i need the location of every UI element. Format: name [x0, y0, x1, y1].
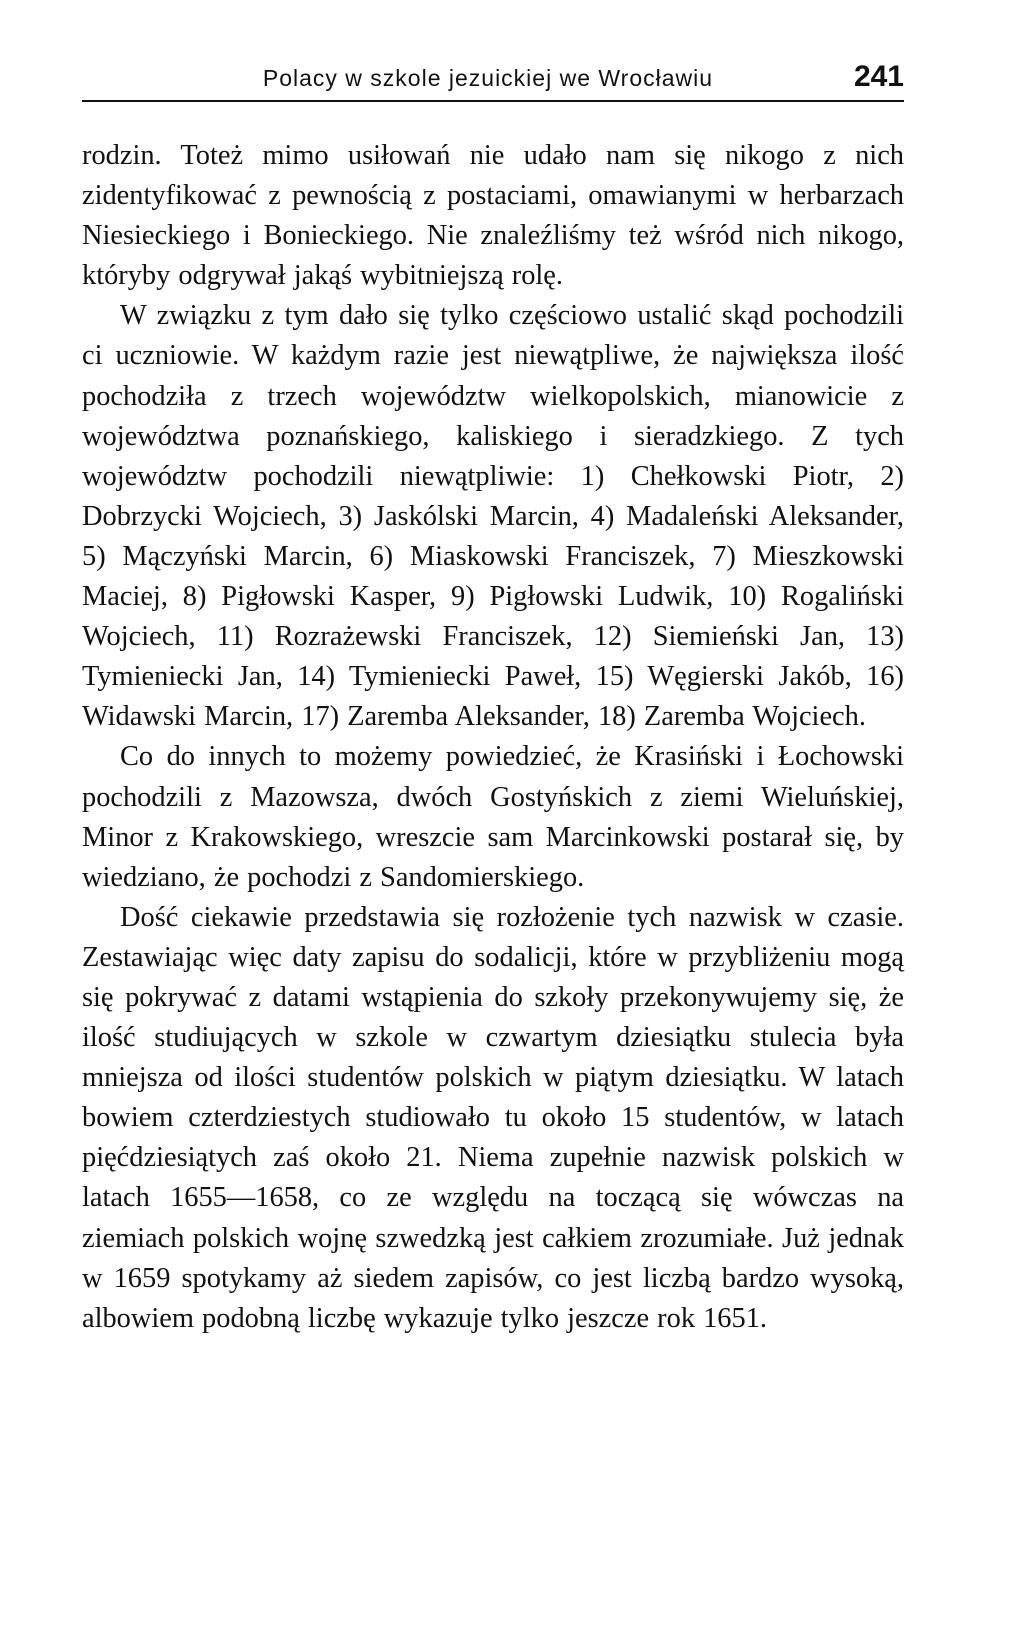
page-header	[82, 60, 904, 102]
page-number: 241	[853, 60, 904, 93]
paragraph-origins: W związku z tym dało się tylko częściowo ustalić skąd pochodzili ci uczniowie. W każdym razie jest niewątpliwe, że największa ilość pochodziła z trzech województw wielkopolskich, mianowicie z województwa poznańskiego, kaliskiego i sieradzkiego. Z tych województw pochodzili niewątpliwie: 1) Chełkowski Piotr, 2) Dobrzycki Wojciech, 3) Jaskólski Marcin, 4) Madaleński Aleksander, 5) Mączyński Marcin, 6) Miaskowski Franciszek, 7) Mieszkowski Maciej, 8) Pigłowski Kasper, 9) Pigłowski Ludwik, 10) Rogaliński Wojciech, 11) Rozrażewski Franciszek, 12) Siemieński Jan, 13) Tymieniecki Jan, 14) Tymieniecki Paweł, 15) Węgierski Jakób, 16) Widawski Marcin, 17) Zaremba Aleksander, 18) Zaremba Wojciech.	[82, 300, 904, 733]
running-title: Polacy w szkole jezuickiej we Wrocławiu	[262, 65, 714, 91]
paragraph-chronology: Dość ciekawie przedstawia się rozłożenie tych nazwisk w czasie. Zestawiając więc daty zapisu do sodalicji, które w przybliżeniu mogą się pokrywać z datami wstąpienia do szkoły przekonywujemy się, że ilość studiujących w szkole w czwartym dziesiątku stulecia była mniejsza od ilości studentów polskich w piątym dziesiątku. W latach bowiem czterdziestych studiowało tu około 15 studentów, w latach pięćdziesiątych zaś około 21. Niema zupełnie nazwisk polskich w latach 1655—1658, co ze względu na toczącą się wówczas na ziemiach polskich wojnę szwedzką jest całkiem zrozumiałe. Już jednak w 1659 spotykamy aż siedem zapisów, co jest liczbą bardzo wysoką, albowiem podobną liczbę wykazuje tylko jeszcze rok 1651.	[82, 901, 904, 1334]
body-text	[82, 136, 904, 1339]
paragraph-continuation: rodzin. Toteż mimo usiłowań nie udało nam się nikogo z nich zidentyfikować z pewnością z postaciami, omawianymi w herbarzach Niesieckiego i Bonieckiego. Nie znaleźliśmy też wśród nich nikogo, któryby odgrywał jakąś wybitniejszą rolę.	[82, 140, 904, 292]
book-page	[82, 60, 904, 1339]
paragraph-other-regions: Co do innych to możemy powiedzieć, że Krasiński i Łochowski pochodzili z Mazowsza, dwóch Gostyńskich z ziemi Wieluńskiej, Minor z Krakowskiego, wreszcie sam Marcinkowski postarał się, by wiedziano, że pochodzi z Sandomierskiego.	[82, 741, 904, 893]
